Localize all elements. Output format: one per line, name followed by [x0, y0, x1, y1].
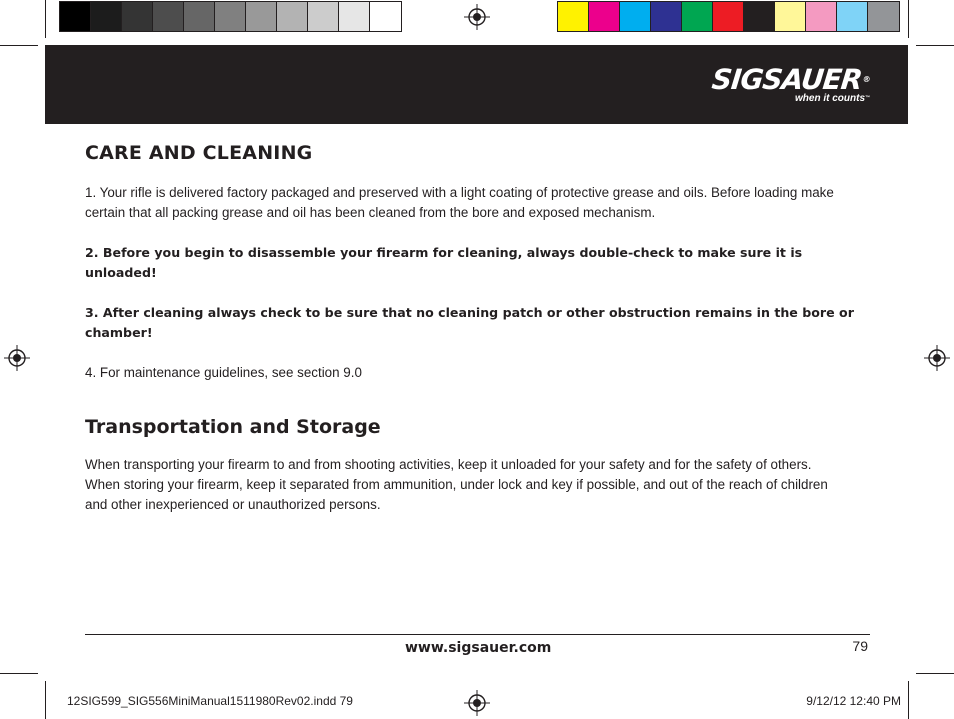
- care-and-cleaning-heading: CARE AND CLEANING: [85, 142, 313, 164]
- header-band: [45, 45, 908, 124]
- transportation-storage-heading: Transportation and Storage: [85, 416, 381, 438]
- registration-mark-icon: [464, 690, 490, 716]
- color-swatch: [370, 2, 401, 31]
- print-slug-date: 9/12/12 12:40 PM: [806, 694, 901, 708]
- color-swatch: [651, 2, 682, 31]
- crop-mark: [0, 673, 38, 674]
- grayscale-swatch-bar: [59, 1, 402, 32]
- cleaning-step-2-warning: 2. Before you begin to disassemble your firearm for cleaning, always double-check to make sure it is unloaded!: [85, 245, 803, 280]
- color-swatch: [558, 2, 589, 31]
- color-swatch: [775, 2, 806, 31]
- registration-mark-icon: [924, 345, 950, 371]
- crop-mark: [0, 45, 38, 46]
- color-swatch: [682, 2, 713, 31]
- color-swatch: [589, 2, 620, 31]
- registration-mark-icon: [4, 345, 30, 371]
- crop-mark: [908, 0, 909, 38]
- color-swatch: [122, 2, 153, 31]
- logo-tagline: when it counts™: [795, 93, 870, 104]
- crop-mark: [916, 673, 954, 674]
- color-swatch: [713, 2, 744, 31]
- registration-mark-icon: [464, 4, 490, 30]
- color-swatch: [837, 2, 868, 31]
- logo-wordmark: SIGSAUER®: [710, 63, 871, 96]
- crop-mark: [45, 0, 46, 38]
- crop-mark: [916, 45, 954, 46]
- color-swatch: [620, 2, 651, 31]
- color-swatch: [308, 2, 339, 31]
- print-slug-filename: 12SIG599_SIG556MiniManual1511980Rev02.indd 79: [67, 694, 353, 708]
- color-swatch: [246, 2, 277, 31]
- color-swatch: [153, 2, 184, 31]
- cleaning-step-1: 1. Your rifle is delivered factory packaged and preserved with a light coating of protective grease and oils. Before loading make certain that all packing grease and oil has been cleaned from the bore and exposed mechanism.: [85, 185, 834, 220]
- color-swatch-bar: [557, 1, 900, 32]
- transportation-storage-paragraph: When transporting your firearm to and from shooting activities, keep it unloaded for your safety and for the safety of others. When storing your firearm, keep it separated from ammunition, under lock and key if possible, and out of the reach of children and other inexperienced or unauthorized persons.: [85, 457, 828, 512]
- cleaning-step-3-warning: 3. After cleaning always check to be sure that no cleaning patch or other obstruction remains in the bore or chamber!: [85, 305, 854, 340]
- color-swatch: [91, 2, 122, 31]
- color-swatch: [184, 2, 215, 31]
- color-swatch: [60, 2, 91, 31]
- page-number: 79: [852, 638, 868, 654]
- footer-website-link[interactable]: www.sigsauer.com: [405, 640, 552, 656]
- color-swatch: [277, 2, 308, 31]
- color-swatch: [215, 2, 246, 31]
- sig-sauer-logo: [712, 65, 870, 104]
- color-swatch: [744, 2, 775, 31]
- crop-mark: [45, 681, 46, 719]
- crop-mark: [908, 681, 909, 719]
- cleaning-step-4: 4. For maintenance guidelines, see section 9.0: [85, 365, 362, 380]
- color-swatch: [868, 2, 899, 31]
- color-swatch: [339, 2, 370, 31]
- footer-divider: [85, 634, 870, 635]
- color-swatch: [806, 2, 837, 31]
- page-content: [85, 140, 875, 515]
